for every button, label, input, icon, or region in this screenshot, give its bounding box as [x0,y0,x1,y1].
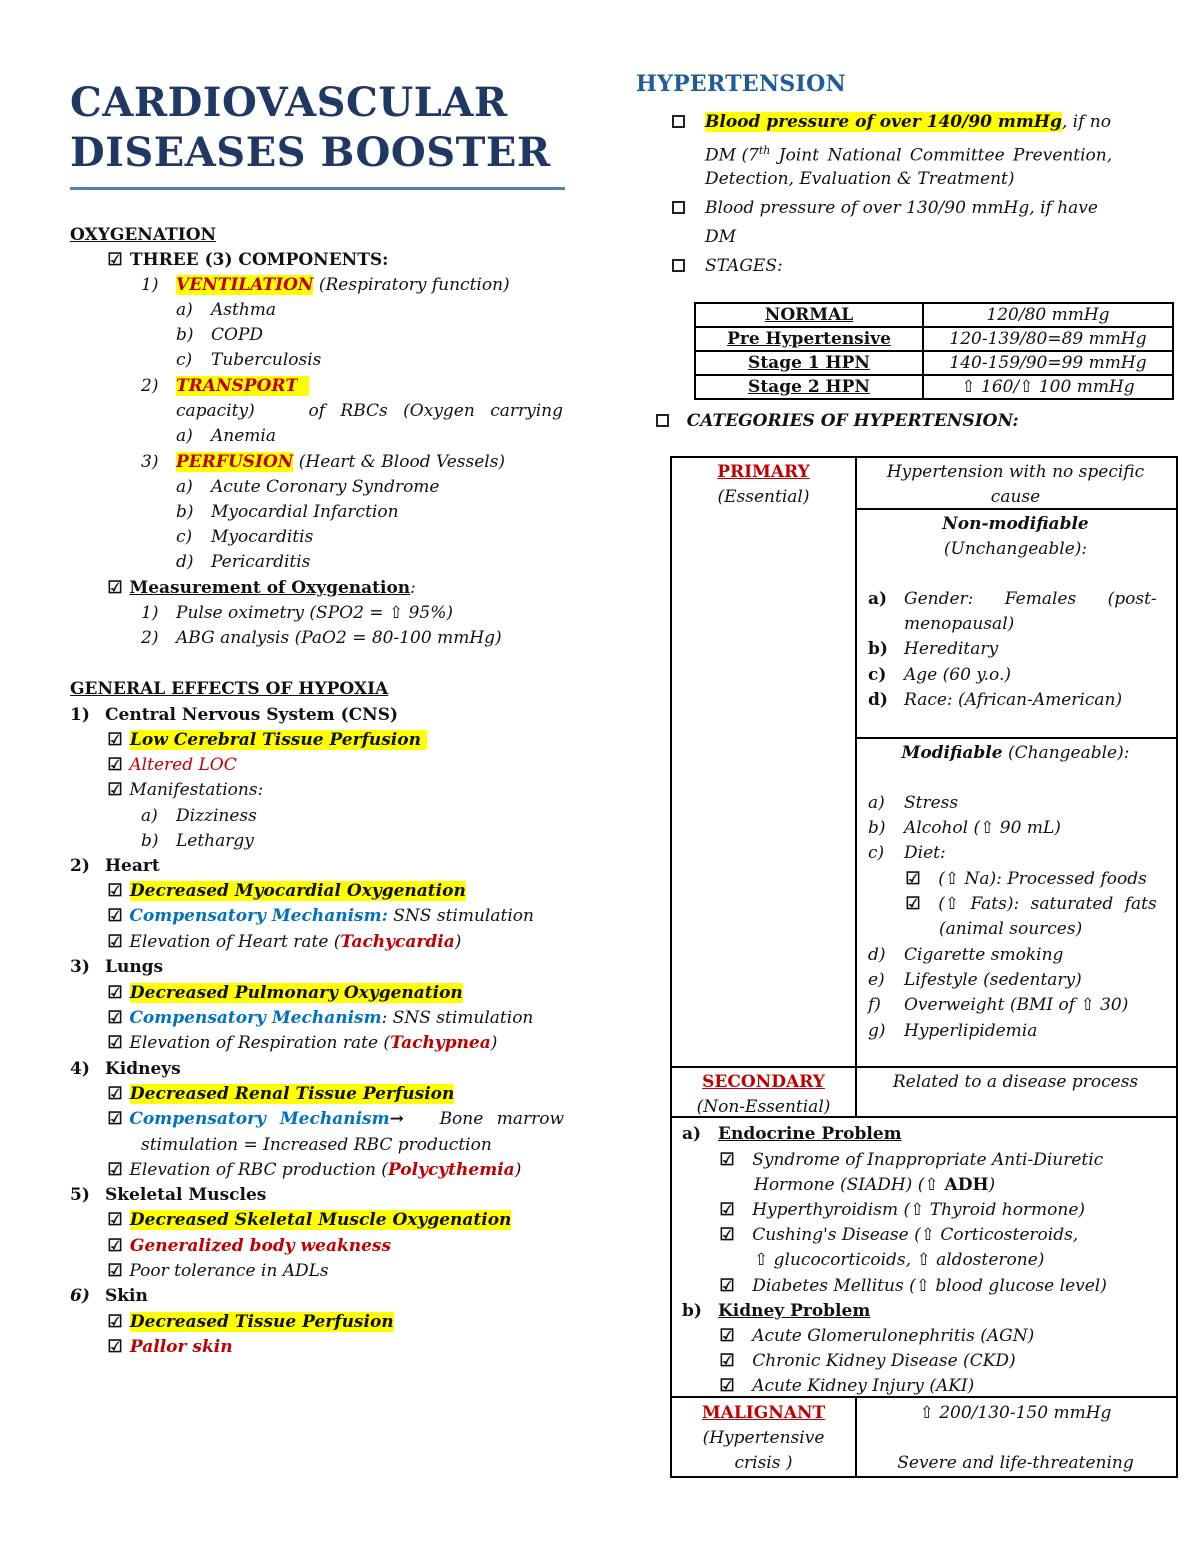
checkbox-icon: ☑ [107,1008,123,1028]
checkbox-icon: ☑ [107,730,123,750]
list-item: b) Myocardial Infarction [176,502,399,522]
list-item-cont: ⇧ glucocorticoids, ⇧ aldosterone) [754,1250,1045,1270]
nonmod-head: Non-modifiable (Unchangeable): [942,514,1089,559]
list-item: ☑ Acute Kidney Injury (AKI) [718,1374,974,1399]
effect-item: ☑ Altered LOC [106,753,237,778]
checkbox-icon: ☑ [107,1337,123,1357]
up-arrow-icon: ⇧ [920,1225,935,1245]
bp-criterion-2: Blood pressure of over 130/90 mmHg, if have [705,198,1098,218]
checkbox-icon: ☑ [107,1261,123,1281]
list-item: e) Lifestyle (sedentary) [868,970,1082,990]
up-arrow-icon: ⇧ [919,1403,934,1423]
mod-head: Modifiable (Changeable): [901,743,1130,763]
table-divider [672,1066,1176,1068]
organ-cns: 1) Central Nervous System (CNS) [70,705,399,725]
up-arrow-icon: ⇧ [1080,995,1095,1015]
empty-box-icon [672,115,685,128]
effect-item: ☑ Elevation of RBC production (Polycythemia) [106,1158,521,1183]
bullet-item [672,110,685,135]
bp-criterion-1: Blood pressure of over 140/90 mmHg, if no [705,112,1111,132]
list-item: ☑ Hyperthyroidism (⇧ Thyroid hormone) [718,1198,1085,1223]
list-item: c) Myocarditis [176,527,314,547]
organ-lungs: 3) Lungs [70,957,164,977]
list-item: d) Cigarette smoking [868,945,1064,965]
list-item: a) Stress [868,793,959,813]
organ-kidneys: 4) Kidneys [70,1059,181,1079]
checkbox-icon: ☑ [107,1084,123,1104]
checkbox-icon: ☑ [107,1236,123,1256]
up-arrow-icon: ⇧ [944,869,960,889]
page-title: CARDIOVASCULAR DISEASES BOOSTER [70,79,551,176]
up-arrow-icon: ⇧ [961,377,976,397]
right-arrow-icon: → [389,1109,404,1129]
checkbox-icon: ☑ [107,881,123,901]
checkbox-icon: ☑ [719,1225,735,1245]
effect-item: ☑ Compensatory Mechanism→ Bone marrow [106,1107,564,1132]
list-item: ☑ Chronic Kidney Disease (CKD) [718,1349,1016,1374]
effect-item: ☑ Elevation of Heart rate (Tachycardia) [106,930,461,955]
effect-item: ☑ Compensatory Mechanism: SNS stimulation [106,904,534,929]
empty-box-icon [672,259,685,272]
organ-heart: 2) Heart [70,856,160,876]
effect-item: ☑ Decreased Renal Tissue Perfusion [106,1082,454,1107]
list-item: ☑ Acute Glomerulonephritis (AGN) [718,1324,1034,1349]
empty-box-icon [672,201,685,214]
list-item: b) COPD [176,325,264,345]
checkbox-icon: ☑ [107,1210,123,1230]
effect-item: ☑ Compensatory Mechanism: SNS stimulation [106,1006,533,1031]
primary-desc: Hypertension with no specific cause [886,462,1145,507]
up-arrow-icon: ⇧ [1019,377,1034,397]
effect-item-cont: stimulation = Increased RBC production [141,1135,492,1155]
checkbox-icon: ☑ [107,983,123,1003]
secondary-cell: SECONDARY (Non-Essential) [696,1072,831,1117]
list-item: b) Lethargy [141,831,254,851]
checkbox-icon: ☑ [719,1376,735,1396]
checkbox-icon: ☑ [719,1200,735,1220]
up-arrow-icon: ⇧ [910,1200,925,1220]
categories-heading: CATEGORIES OF HYPERTENSION: [656,409,1019,434]
up-arrow-icon: ⇧ [944,894,960,914]
primary-cell: PRIMARY (Essential) [717,462,810,507]
component-transport: 2) TRANSPORT of RBCs (Oxygen carrying [141,376,563,421]
up-arrow-icon: ⇧ [915,1276,930,1296]
hypertension-heading: HYPERTENSION [636,71,847,97]
effect-item: ☑ Decreased Myocardial Oxygenation [106,879,466,904]
list-item: b) Hereditary [868,639,999,659]
table-row: Stage 2 HPN ⇧ 160/⇧ 100 mmHg [695,375,1173,399]
organ-skin: 6) Skin [70,1286,148,1306]
checkbox-icon: ☑ [107,1109,123,1129]
checkbox-icon: ☑ [719,1351,735,1371]
list-item: ☑ (⇧ Fats): saturated fats [904,892,1157,917]
table-row: Pre Hypertensive 120-139/80=89 mmHg [695,327,1173,351]
measurement-item: 1) Pulse oximetry (SPO2 = ⇧ 95%) [141,603,454,623]
list-item: ☑ Syndrome of Inappropriate Anti-Diuretic [718,1148,1103,1173]
list-item: d) Race: (African-American) [868,690,1123,710]
effect-item: ☑ Low Cerebral Tissue Perfusion [106,728,427,753]
up-arrow-icon: ⇧ [924,1175,939,1195]
list-item: c) Diet: [868,843,946,863]
list-item: f) Overweight (BMI of ⇧ 30) [868,995,1129,1015]
list-item: a) Gender: Females (post- [868,589,1157,609]
checkbox-icon: ☑ [107,250,123,270]
list-item: a) Dizziness [141,806,257,826]
bullet-item [672,196,685,221]
up-arrow-icon: ⇧ [388,603,404,623]
up-arrow-icon: ⇧ [980,818,995,838]
list-item: b) Alcohol (⇧ 90 mL) [868,818,1061,838]
effect-item: ☑ Decreased Pulmonary Oxygenation [106,981,463,1006]
measurement-heading: ☑ Measurement of Oxygenation: [106,576,416,601]
checkbox-icon: ☑ [107,755,123,775]
title-underline [70,187,565,190]
effect-item: ☑ Poor tolerance in ADLs [106,1259,329,1284]
kidney-head: b) Kidney Problem [682,1301,871,1321]
stages-label: STAGES: [705,256,783,276]
bp-criterion-2-l2: DM [705,227,737,247]
organ-muscles: 5) Skeletal Muscles [70,1185,267,1205]
up-arrow-icon: ⇧ [916,1250,931,1270]
endocrine-head: a) Endocrine Problem [682,1124,902,1144]
oxygenation-heading: OXYGENATION [70,225,217,245]
checkbox-icon: ☑ [107,780,123,800]
list-item: g) Hyperlipidemia [868,1021,1038,1041]
list-item: a) Asthma [176,300,277,320]
list-item: c) Age (60 y.o.) [868,665,1012,685]
components-heading: ☑ THREE (3) COMPONENTS: [106,248,388,273]
checkbox-icon: ☑ [107,1312,123,1332]
effect-item: ☑ Generalized body weakness [106,1234,391,1259]
table-row: Stage 1 HPN 140-159/90=99 mmHg [695,351,1173,375]
effect-item: ☑ Decreased Skeletal Muscle Oxygenation [106,1208,511,1233]
effect-item: ☑ Manifestations: [106,778,263,803]
list-item: a) Acute Coronary Syndrome [176,477,440,497]
list-item-cont: Hormone (SIADH) (⇧ ADH) [754,1175,996,1195]
checkbox-icon: ☑ [107,578,123,598]
checkbox-icon: ☑ [107,1033,123,1053]
up-arrow-icon: ⇧ [754,1250,769,1270]
table-row: NORMAL 120/80 mmHg [695,303,1173,327]
hypoxia-heading: GENERAL EFFECTS OF HYPOXIA [70,679,389,699]
bullet-item [672,254,685,279]
list-item: d) Pericarditis [176,552,311,572]
list-item: ☑ Diabetes Mellitus (⇧ blood glucose level) [718,1274,1107,1299]
bp-criterion-1-l3: Detection, Evaluation & Treatment) [705,169,1015,189]
list-item: a) Anemia [176,426,276,446]
measurement-item: 2) ABG analysis (PaO2 = 80-100 mmHg) [141,628,502,648]
list-item-cont: menopausal) [904,614,1015,634]
malignant-desc: ⇧ 200/130-150 mmHg Severe and life-threatening [897,1403,1134,1473]
table-divider [855,737,1176,739]
checkbox-icon: ☑ [719,1326,735,1346]
list-item: c) Tuberculosis [176,350,322,370]
checkbox-icon: ☑ [905,894,921,914]
effect-item: ☑ Pallor skin [106,1335,233,1360]
effect-item: ☑ Decreased Tissue Perfusion [106,1310,394,1335]
list-item: ☑ Cushing's Disease (⇧ Corticosteroids, [718,1223,1078,1248]
checkbox-icon: ☑ [905,869,921,889]
empty-box-icon [656,414,669,427]
checkbox-icon: ☑ [719,1150,735,1170]
stages-table [694,302,1174,400]
checkbox-icon: ☑ [107,906,123,926]
checkbox-icon: ☑ [107,1160,123,1180]
component-transport-cont: capacity) [176,401,255,421]
list-item: ☑ (⇧ Na): Processed foods [904,867,1147,892]
checkbox-icon: ☑ [719,1276,735,1296]
bp-criterion-1-l2: DM (7th Joint National Committee Prevention, [705,144,1113,166]
malignant-cell: MALIGNANT (Hypertensive crisis ) [701,1403,826,1473]
categories-table [670,456,1178,1478]
component-perfusion: 3) PERFUSION (Heart & Blood Vessels) [141,452,506,472]
list-item-cont: (animal sources) [939,919,1083,939]
effect-item: ☑ Elevation of Respiration rate (Tachypnea) [106,1031,497,1056]
secondary-desc: Related to a disease process [892,1072,1139,1092]
component-ventilation: 1) VENTILATION (Respiratory function) [141,275,510,295]
checkbox-icon: ☑ [107,932,123,952]
